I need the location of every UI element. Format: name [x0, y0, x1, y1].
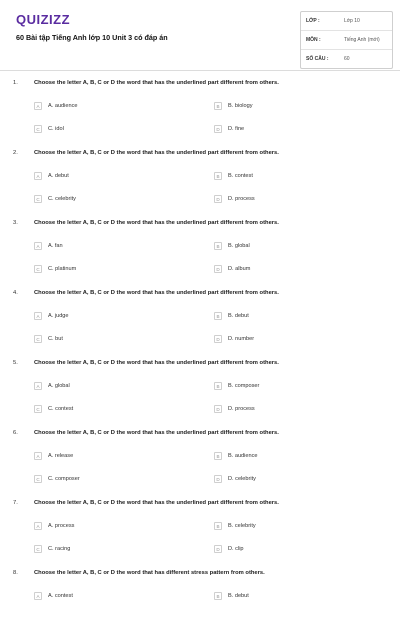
question-number: 1.: [13, 80, 18, 86]
option-text: A. release: [48, 453, 74, 459]
option-letter-box: C: [34, 195, 42, 203]
worksheet-title: 60 Bài tập Tiếng Anh lớp 10 Unit 3 có đáp án: [16, 33, 168, 42]
answer-option-a[interactable]: [34, 312, 69, 320]
option-text: A. process: [48, 523, 75, 529]
meta-value: Tiếng Anh (mới): [344, 37, 380, 43]
answer-option-d[interactable]: [214, 125, 244, 133]
option-text: A. audience: [48, 103, 78, 109]
answer-option-d[interactable]: [214, 405, 255, 413]
answer-option-b[interactable]: [214, 242, 250, 250]
option-text: A. contest: [48, 593, 73, 599]
answer-option-d[interactable]: [214, 545, 244, 553]
answer-option-d[interactable]: [214, 335, 254, 343]
answer-option-c[interactable]: [34, 545, 70, 553]
question-item: [0, 360, 400, 420]
question-number: 8.: [13, 570, 18, 576]
option-letter-box: C: [34, 475, 42, 483]
option-text: B. global: [228, 243, 250, 249]
answer-option-c[interactable]: [34, 265, 76, 273]
option-letter-box: C: [34, 545, 42, 553]
answer-option-c[interactable]: [34, 335, 63, 343]
question-text: Choose the letter A, B, C or D the word that has the underlined part different from others.: [34, 360, 279, 366]
option-letter-box: D: [214, 475, 222, 483]
option-text: C. idol: [48, 126, 64, 132]
option-text: C. celebrity: [48, 196, 76, 202]
question-item: [0, 430, 400, 490]
question-item: [0, 150, 400, 210]
option-text: D. fine: [228, 126, 245, 132]
answer-option-a[interactable]: [34, 592, 73, 600]
option-letter-box: D: [214, 195, 222, 203]
option-text: D. celebrity: [228, 476, 256, 482]
option-letter-box: D: [214, 125, 222, 133]
question-text: Choose the letter A, B, C or D the word that has the underlined part different from others.: [34, 430, 279, 436]
question-item: [0, 570, 400, 630]
option-text: D. process: [228, 196, 255, 202]
answer-option-a[interactable]: [34, 522, 74, 530]
option-text: C. platinum: [48, 266, 77, 272]
option-text: B. biology: [228, 103, 253, 109]
answer-option-c[interactable]: [34, 475, 80, 483]
option-letter-box: D: [214, 335, 222, 343]
answer-option-d[interactable]: [214, 475, 256, 483]
option-letter-box: A: [34, 452, 42, 460]
answer-option-d[interactable]: [214, 195, 255, 203]
question-text: Choose the letter A, B, C or D the word that has the underlined part different from others.: [34, 220, 279, 226]
header-divider: [0, 70, 400, 71]
option-letter-box: A: [34, 522, 42, 530]
question-text: Choose the letter A, B, C or D the word that has different stress pattern from others.: [34, 570, 265, 576]
option-text: D. album: [228, 266, 251, 272]
option-letter-box: A: [34, 592, 42, 600]
question-number: 6.: [13, 430, 18, 436]
question-number: 5.: [13, 360, 18, 366]
option-text: A. global: [48, 383, 70, 389]
question-item: [0, 500, 400, 560]
option-text: D. number: [228, 336, 255, 342]
option-letter-box: C: [34, 265, 42, 273]
option-letter-box: B: [214, 592, 222, 600]
option-letter-box: C: [34, 125, 42, 133]
option-letter-box: B: [214, 452, 222, 460]
option-text: C. but: [48, 336, 63, 342]
question-text: Choose the letter A, B, C or D the word that has the underlined part different from others.: [34, 290, 279, 296]
option-letter-box: C: [34, 335, 42, 343]
meta-value: Lớp 10: [344, 18, 360, 24]
option-text: A. fan: [48, 243, 63, 249]
option-text: C. composer: [48, 476, 80, 482]
question-text: Choose the letter A, B, C or D the word that has the underlined part different from others.: [34, 500, 279, 506]
meta-label: SỐ CÂU :: [306, 56, 329, 62]
meta-row-grade: [301, 12, 392, 31]
answer-option-c[interactable]: [34, 125, 64, 133]
option-text: B. audience: [228, 453, 258, 459]
answer-option-b[interactable]: [214, 382, 259, 390]
question-item: [0, 290, 400, 350]
meta-row-count: [301, 50, 392, 68]
option-text: A. debut: [48, 173, 69, 179]
option-letter-box: D: [214, 405, 222, 413]
option-text: B. contest: [228, 173, 253, 179]
option-text: B. composer: [228, 383, 260, 389]
option-letter-box: B: [214, 102, 222, 110]
option-letter-box: A: [34, 242, 42, 250]
question-number: 3.: [13, 220, 18, 226]
answer-option-b[interactable]: [214, 452, 258, 460]
option-letter-box: D: [214, 265, 222, 273]
option-letter-box: B: [214, 172, 222, 180]
option-text: D. clip: [228, 546, 244, 552]
answer-option-c[interactable]: [34, 195, 76, 203]
question-text: Choose the letter A, B, C or D the word that has the underlined part different from others.: [34, 80, 279, 86]
option-letter-box: C: [34, 405, 42, 413]
option-letter-box: B: [214, 382, 222, 390]
answer-option-b[interactable]: [214, 312, 249, 320]
answer-option-a[interactable]: [34, 102, 78, 110]
answer-option-b[interactable]: [214, 172, 253, 180]
meta-value: 60: [344, 56, 350, 62]
option-text: B. celebrity: [228, 523, 256, 529]
answer-option-b[interactable]: [214, 522, 256, 530]
option-letter-box: A: [34, 382, 42, 390]
option-text: B. debut: [228, 313, 249, 319]
option-text: B. debut: [228, 593, 249, 599]
option-letter-box: A: [34, 172, 42, 180]
option-text: C. racing: [48, 546, 71, 552]
quizizz-logo: QUIZIZZ: [16, 12, 71, 27]
option-letter-box: B: [214, 242, 222, 250]
answer-option-b[interactable]: [214, 592, 249, 600]
question-number: 4.: [13, 290, 18, 296]
question-number: 7.: [13, 500, 18, 506]
question-number: 2.: [13, 150, 18, 156]
option-text: D. process: [228, 406, 255, 412]
option-letter-box: B: [214, 312, 222, 320]
answer-option-a[interactable]: [34, 172, 69, 180]
option-text: A. judge: [48, 313, 69, 319]
answer-option-a[interactable]: [34, 382, 70, 390]
question-text: Choose the letter A, B, C or D the word that has the underlined part different from others.: [34, 150, 279, 156]
meta-label: LỚP :: [306, 18, 320, 24]
answer-option-c[interactable]: [34, 405, 73, 413]
option-letter-box: A: [34, 312, 42, 320]
meta-row-subject: [301, 31, 392, 50]
option-text: C. contest: [48, 406, 74, 412]
question-item: [0, 220, 400, 280]
worksheet-meta-box: [300, 11, 393, 69]
option-letter-box: B: [214, 522, 222, 530]
meta-label: MÔN :: [306, 37, 321, 43]
answer-option-a[interactable]: [34, 242, 63, 250]
answer-option-a[interactable]: [34, 452, 73, 460]
question-item: [0, 80, 400, 140]
option-letter-box: D: [214, 545, 222, 553]
option-letter-box: A: [34, 102, 42, 110]
answer-option-d[interactable]: [214, 265, 250, 273]
answer-option-b[interactable]: [214, 102, 253, 110]
